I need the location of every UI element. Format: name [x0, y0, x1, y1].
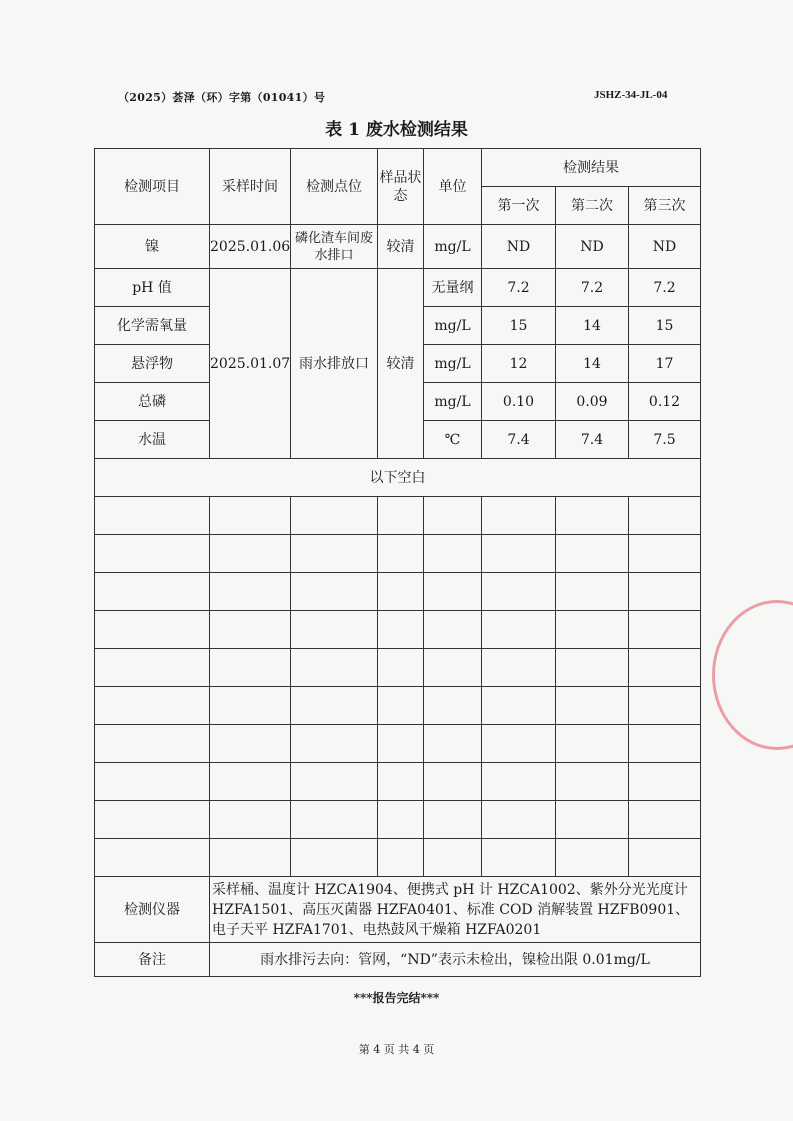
value-cell: 12	[482, 345, 556, 383]
point-cell: 雨水排放口	[291, 269, 378, 459]
company-seal-stamp	[712, 600, 793, 750]
header-first: 第一次	[482, 187, 556, 225]
unit-cell: mg/L	[424, 225, 482, 269]
blank-row	[95, 725, 701, 763]
item-cell: 镍	[95, 225, 210, 269]
header-unit: 单位	[424, 149, 482, 225]
header-sample-state: 样品状态	[378, 149, 424, 225]
blank-note: 以下空白	[95, 459, 701, 497]
header-sampling-time: 采样时间	[210, 149, 291, 225]
unit-cell: mg/L	[424, 383, 482, 421]
blank-row	[95, 535, 701, 573]
state-cell: 较清	[378, 269, 424, 459]
value-cell: 0.10	[482, 383, 556, 421]
report-end-note: ***报告完结***	[353, 991, 440, 1005]
unit-cell: mg/L	[424, 307, 482, 345]
value-cell: 7.4	[482, 421, 556, 459]
document-code: JSHZ-34-JL-04	[594, 89, 668, 101]
value-cell: 7.5	[629, 421, 701, 459]
blank-row	[95, 839, 701, 877]
time-cell: 2025.01.07	[210, 269, 291, 459]
unit-cell: 无量纲	[424, 269, 482, 307]
blank-row	[95, 801, 701, 839]
header-results: 检测结果	[482, 149, 701, 187]
value-cell: 0.12	[629, 383, 701, 421]
blank-row	[95, 763, 701, 801]
blank-row	[95, 611, 701, 649]
value-cell: 17	[629, 345, 701, 383]
item-cell: 总磷	[95, 383, 210, 421]
blank-row	[95, 573, 701, 611]
value-cell: 14	[556, 307, 629, 345]
value-cell: 7.2	[482, 269, 556, 307]
point-cell: 磷化渣车间废水排口	[291, 225, 378, 269]
report-number: （2025）荟泽（环）字第（01041）号	[118, 91, 326, 104]
value-cell: 14	[556, 345, 629, 383]
header-monitoring-point: 检测点位	[291, 149, 378, 225]
unit-cell: ℃	[424, 421, 482, 459]
instruments-label: 检测仪器	[95, 877, 210, 943]
time-cell: 2025.01.06	[210, 225, 291, 269]
item-cell: 水温	[95, 421, 210, 459]
blank-row	[95, 649, 701, 687]
remarks-label: 备注	[95, 943, 210, 977]
header-second: 第二次	[556, 187, 629, 225]
header-item: 检测项目	[95, 149, 210, 225]
table-row	[95, 269, 701, 307]
table-row	[95, 225, 701, 269]
value-cell: 7.2	[629, 269, 701, 307]
wastewater-results-table	[94, 148, 701, 977]
value-cell: ND	[556, 225, 629, 269]
value-cell: ND	[629, 225, 701, 269]
page-number: 第 4 页 共 4 页	[358, 1043, 435, 1056]
table-title: 表 1 废水检测结果	[325, 120, 468, 140]
instruments-list: 采样桶、温度计 HZCA1904、便携式 pH 计 HZCA1002、紫外分光光度计 HZFA1501、高压灭菌器 HZFA0401、标准 COD 消解装置 HZFB0901、电子天平 HZFA1701、电热鼓风干燥箱 HZFA0201	[210, 877, 701, 943]
value-cell: 7.4	[556, 421, 629, 459]
value-cell: 7.2	[556, 269, 629, 307]
value-cell: 15	[482, 307, 556, 345]
value-cell: 15	[629, 307, 701, 345]
item-cell: pH 值	[95, 269, 210, 307]
seal-ring	[712, 600, 793, 750]
unit-cell: mg/L	[424, 345, 482, 383]
blank-row	[95, 687, 701, 725]
value-cell: 0.09	[556, 383, 629, 421]
blank-row	[95, 497, 701, 535]
remarks-text: 雨水排污去向：管网，“ND”表示未检出，镍检出限 0.01mg/L	[210, 943, 701, 977]
item-cell: 悬浮物	[95, 345, 210, 383]
header-third: 第三次	[629, 187, 701, 225]
item-cell: 化学需氧量	[95, 307, 210, 345]
state-cell: 较清	[378, 225, 424, 269]
value-cell: ND	[482, 225, 556, 269]
